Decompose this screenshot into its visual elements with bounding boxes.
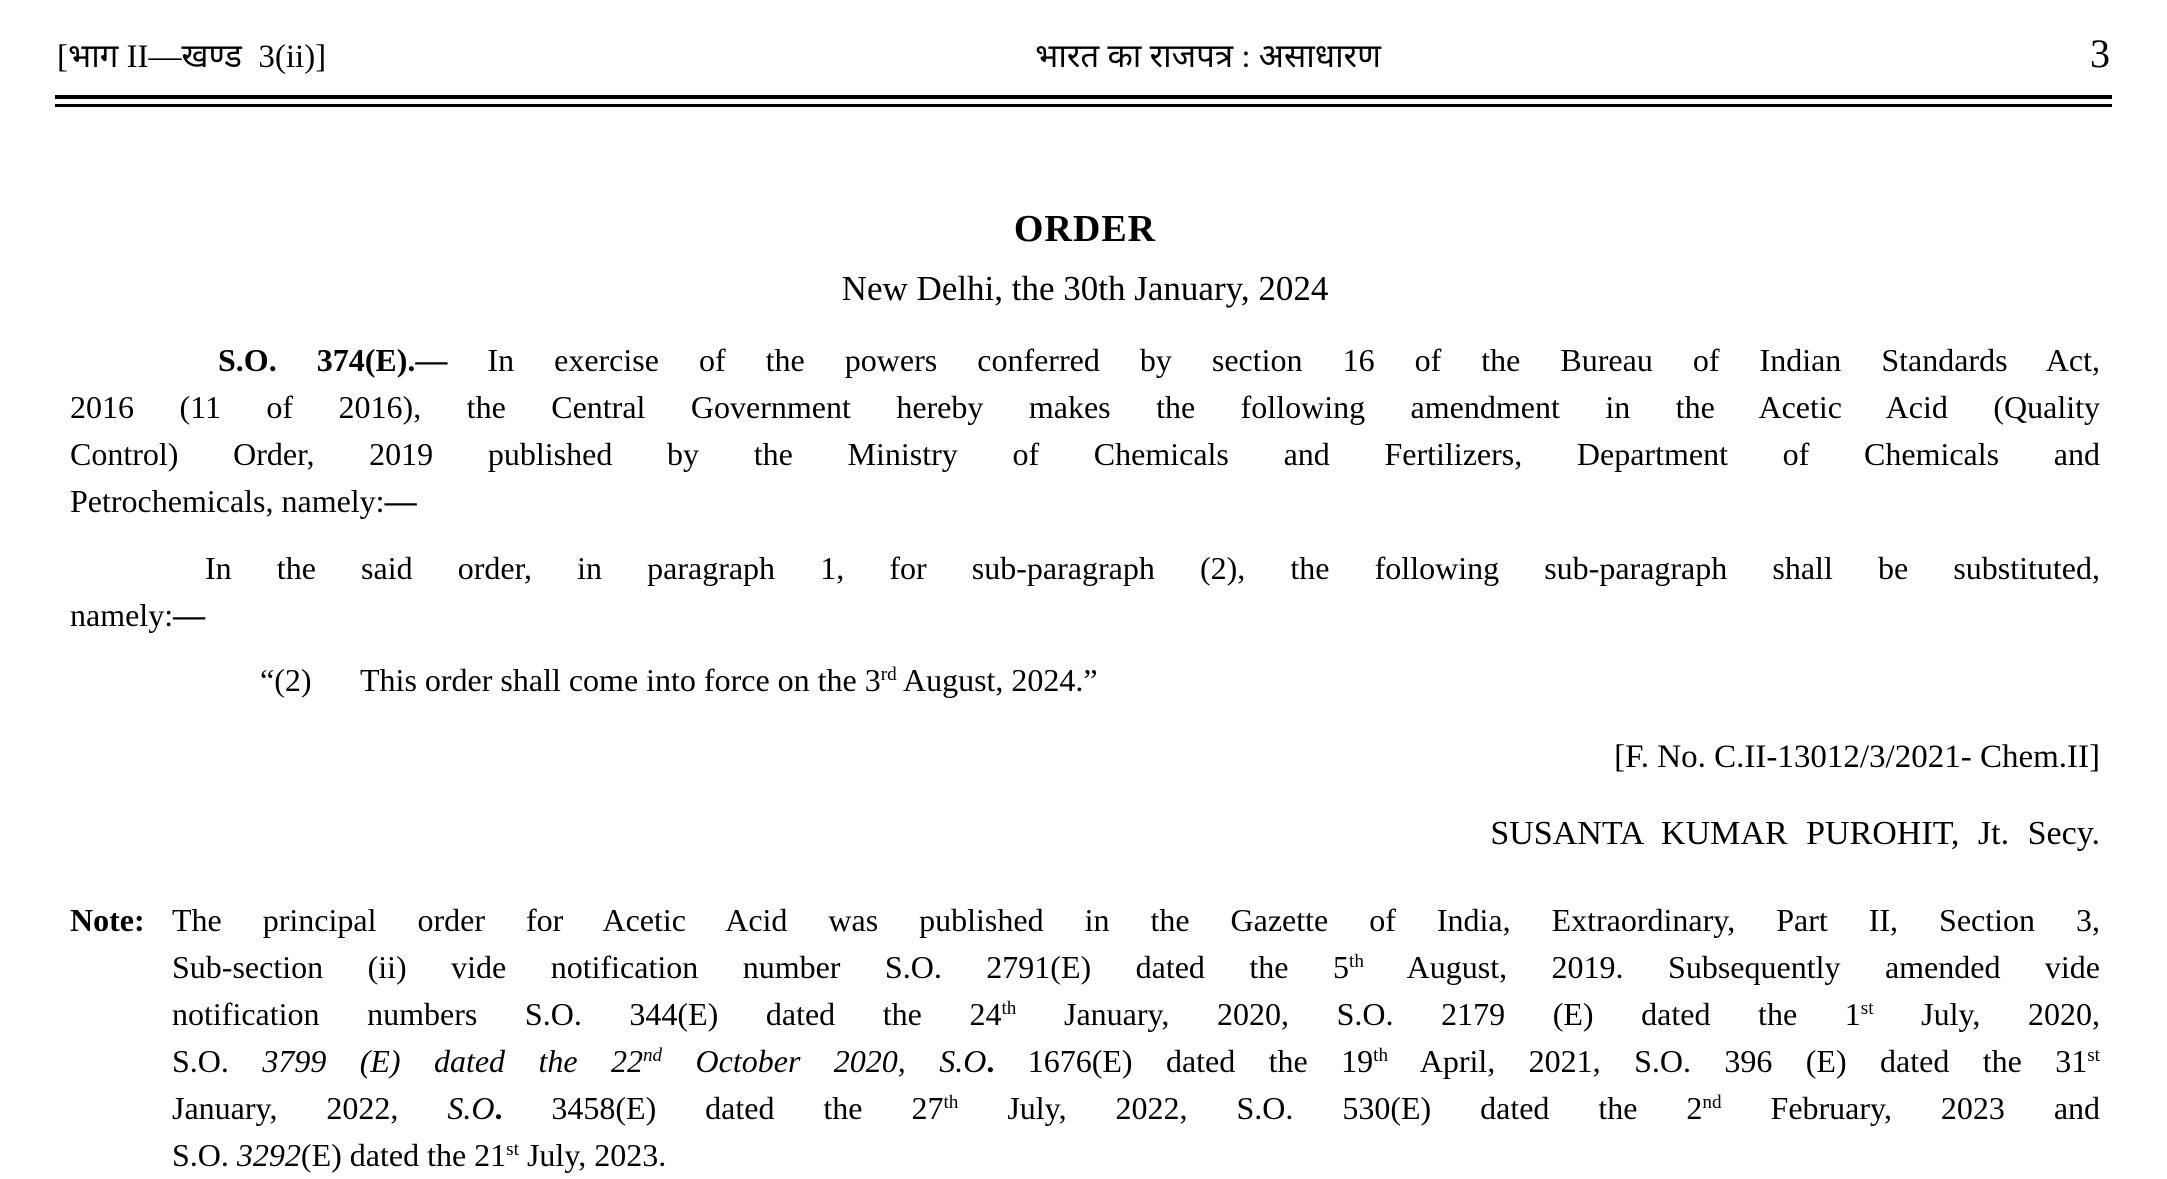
text-run: April, 2021, S.O. 396 (E) dated the 31 (1388, 1043, 2088, 1079)
text-line (70, 545, 2100, 592)
text-run: nd (642, 1045, 663, 1067)
text-run: — (173, 597, 206, 633)
text-run: th (1348, 951, 1364, 973)
header-gazette-title: भारत का राजपत्र : असाधारण (1035, 39, 1382, 75)
text-line (70, 592, 2100, 639)
text-run: Note: (70, 902, 145, 938)
text-run: th (943, 1092, 959, 1114)
signatory-line: SUSANTA KUMAR PUROHIT, Jt. Secy. (1490, 815, 2100, 852)
paragraph-substitution (70, 545, 2100, 639)
text-line (70, 337, 2100, 384)
text-run: namely: (70, 597, 174, 633)
text-line (172, 991, 2100, 1038)
text-line (172, 1132, 2100, 1179)
text-run: notification numbers S.O. 344(E) dated the 24 (172, 996, 1002, 1032)
text-run: Petrochemicals, namely: (70, 483, 385, 519)
text-run: This order shall come into force on the 3 (360, 662, 881, 698)
text-run: August, 2019. Subsequently amended vide (1363, 949, 2101, 985)
text-line (172, 944, 2100, 991)
text-run: st (506, 1139, 519, 1161)
header-double-rule (55, 95, 2112, 107)
text-run: st (1860, 998, 1874, 1020)
page-header (0, 0, 2167, 81)
text-run: 3292 (236, 1137, 301, 1173)
text-run: Control) Order, 2019 published by the Ministry of Chemicals and Fertilizers, Department of Chemicals and (70, 436, 2100, 472)
text-run: (E) dated the 21 (300, 1137, 507, 1173)
text-run: S.O. (172, 1043, 263, 1079)
text-run: July, 2023. (518, 1137, 667, 1173)
text-run: S.O. 374(E).— (218, 342, 448, 378)
text-line (70, 478, 2100, 525)
text-run: S.O. (172, 1137, 237, 1173)
text-run: July, 2020, (1873, 996, 2101, 1032)
text-run: January, 2020, S.O. 2179 (E) dated the 1 (1016, 996, 1861, 1032)
text-run: . (986, 1043, 995, 1079)
text-run: — (384, 483, 417, 519)
text-run: S.O (447, 1090, 495, 1126)
text-run: th (1373, 1045, 1389, 1067)
text-run: rd (880, 664, 897, 686)
text-run: Sub-section (ii) vide notification number S.O. 2791(E) dated the 5 (172, 949, 1349, 985)
order-dateline: New Delhi, the 30th January, 2024 (841, 269, 1329, 308)
text-run: In the said order, in paragraph 1, for sub-paragraph (2), the following sub-paragraph shall be substituted, (205, 550, 2100, 586)
text-run: . (494, 1090, 503, 1126)
text-run: October 2020, S.O (662, 1043, 987, 1079)
text-run: nd (1702, 1092, 1722, 1114)
text-run: 3458(E) dated the 27 (502, 1090, 944, 1126)
text-line (70, 384, 2100, 431)
text-line (172, 1038, 2100, 1085)
text-run: 2016 (11 of 2016), the Central Government hereby makes the following amendment in the Acetic Acid (Quality (70, 389, 2100, 425)
order-heading: ORDER (1013, 208, 1157, 250)
text-run: 1676(E) dated the 19 (994, 1043, 1374, 1079)
text-run: In exercise of the powers conferred by section 16 of the Bureau of Indian Standards Act, (447, 342, 2101, 378)
sub-paragraph-2 (70, 657, 2100, 704)
text-line (70, 431, 2100, 478)
text-run: The principal order for Acetic Acid was published in the Gazette of India, Extraordinary, Part II, Section 3, (172, 902, 2100, 938)
text-line (172, 1085, 2100, 1132)
note-section (70, 897, 2100, 1179)
text-run: “(2) (260, 662, 312, 698)
file-number: [F. No. C.II-13012/3/2021- Chem.II] (1614, 739, 2100, 775)
text-run: February, 2023 and (1721, 1090, 2101, 1126)
text-run: 3799 (E) dated the 22 (262, 1043, 643, 1079)
text-line (260, 657, 2100, 704)
text-run: st (2087, 1045, 2101, 1067)
page-number: 3 (2090, 31, 2110, 76)
text-run: January, 2022, (172, 1090, 448, 1126)
text-run: th (1001, 998, 1017, 1020)
paragraph-so-374 (70, 337, 2100, 525)
text-run: July, 2022, S.O. 530(E) dated the 2 (958, 1090, 1703, 1126)
document-body (0, 207, 2167, 1179)
text-line (70, 897, 2100, 944)
header-part-section: [भाग II—खण्ड 3(ii)] (57, 39, 327, 75)
text-run: August, 2024.” (896, 662, 1098, 698)
